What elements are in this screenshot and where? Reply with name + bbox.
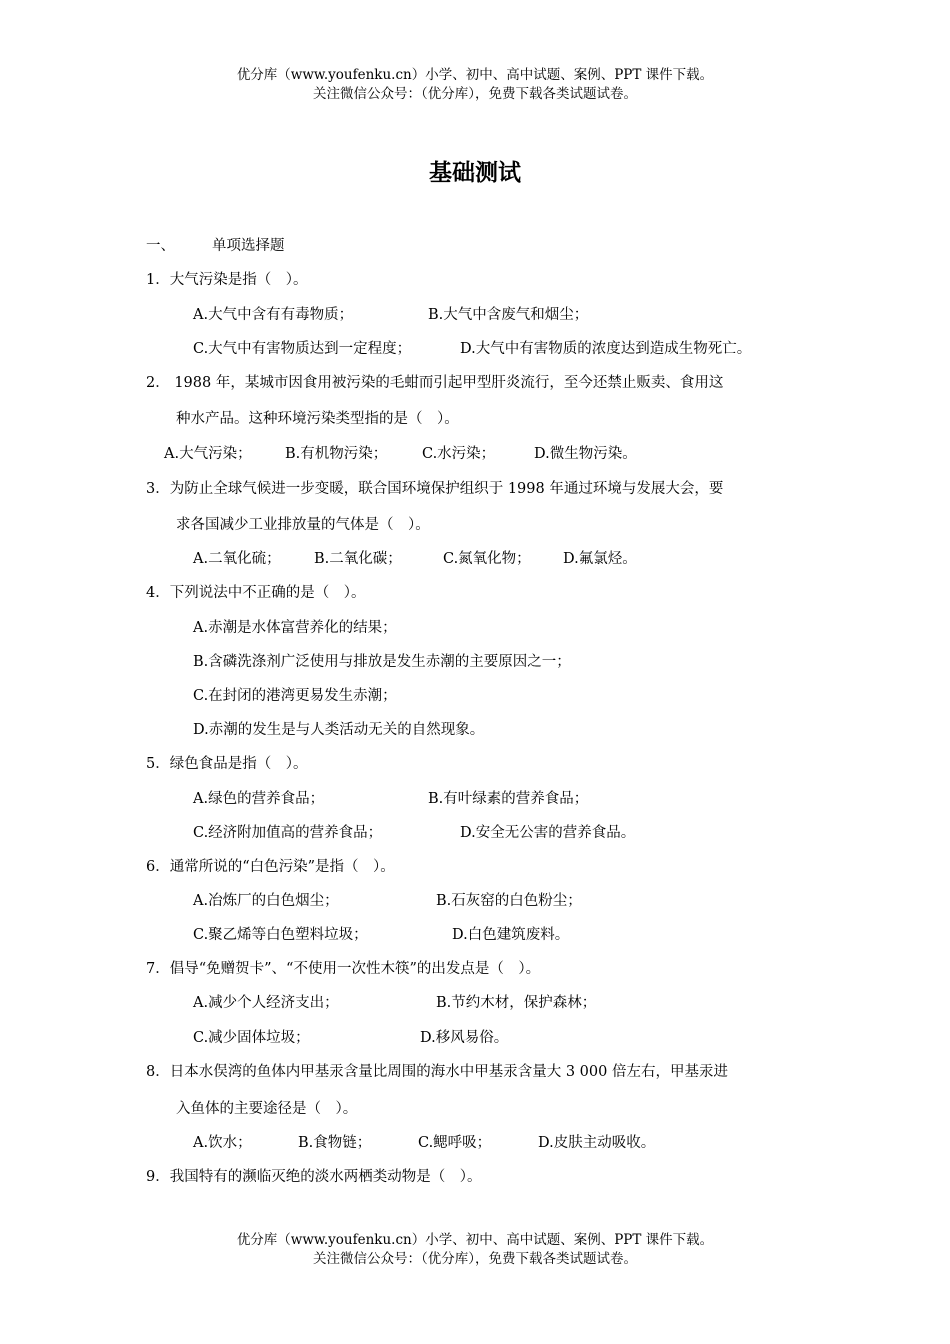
option-d: D.安全无公害的营养食品。 — [460, 825, 636, 841]
option-d: D.氟氯烃。 — [563, 551, 637, 567]
option-b: B.有机物污染； — [285, 446, 388, 462]
option-a: A.冶炼厂的白色烟尘； — [193, 893, 339, 909]
question-4-stem: 4．下列说法中不正确的是（ ）。 — [146, 585, 366, 601]
option-d: D.白色建筑废料。 — [452, 927, 570, 943]
option-d: D.移风易俗。 — [420, 1030, 509, 1046]
option-c: C.减少固体垃圾； — [193, 1030, 310, 1046]
footer-line-1: 优分库（www.youfenku.cn）小学、初中、高中试题、案例、PPT 课件下载。 — [236, 1232, 714, 1248]
header-line-1: 优分库（www.youfenku.cn）小学、初中、高中试题、案例、PPT 课件下载。 — [236, 67, 714, 83]
section-number: 一、 — [146, 238, 175, 254]
section-label: 单项选择题 — [212, 238, 285, 254]
option-b: B.有叶绿素的营养食品； — [428, 791, 589, 807]
option-b: B.节约木材，保护森林； — [436, 995, 597, 1011]
question-7-stem: 7．倡导“免赠贺卡”、“不使用一次性木筷”的出发点是（ ）。 — [146, 961, 541, 977]
footer-line-2: 关注微信公众号：（优分库），免费下载各类试题试卷。 — [313, 1251, 637, 1267]
option-c: C.大气中有害物质达到一定程度； — [193, 341, 412, 357]
option-b: B.食物链； — [298, 1135, 372, 1151]
option-a: A.饮水； — [193, 1135, 252, 1151]
option-b: B.石灰窑的白色粉尘； — [436, 893, 582, 909]
option-d: D.微生物污染。 — [534, 446, 637, 462]
option-c: C.氮氧化物； — [443, 551, 531, 567]
question-3-stem: 3．为防止全球气候进一步变暖，联合国环境保护组织于 1998 年通过环境与发展大会，要 — [146, 481, 724, 497]
header-line-2: 关注微信公众号：（优分库），免费下载各类试题试卷。 — [313, 86, 637, 102]
question-4-option-b: B.含磷洗涤剂广泛使用与排放是发生赤潮的主要原因之一； — [193, 654, 571, 670]
question-2-stem: 2． 1988 年，某城市因食用被污染的毛蚶而引起甲型肝炎流行，至今还禁止贩卖、食用这 — [146, 375, 724, 391]
option-b: B.二氧化碳； — [314, 551, 402, 567]
option-c: C.水污染； — [422, 446, 496, 462]
question-6-stem: 6．通常所说的“白色污染”是指（ ）。 — [146, 859, 395, 875]
question-4-option-c: C.在封闭的港湾更易发生赤潮； — [193, 688, 397, 704]
question-8-stem-continued: 入鱼体的主要途径是（ ）。 — [176, 1101, 358, 1117]
document-title: 基础测试 — [429, 160, 521, 186]
option-d: D.皮肤主动吸收。 — [538, 1135, 656, 1151]
option-c: C.经济附加值高的营养食品； — [193, 825, 383, 841]
option-a: A.大气污染； — [164, 446, 252, 462]
question-4-option-d: D.赤潮的发生是与人类活动无关的自然现象。 — [193, 722, 485, 738]
question-4-option-a: A.赤潮是水体富营养化的结果； — [193, 620, 397, 636]
question-1-stem: 1．大气污染是指（ ）。 — [146, 272, 308, 288]
option-a: A.绿色的营养食品； — [193, 791, 325, 807]
option-d: D.大气中有害物质的浓度达到造成生物死亡。 — [460, 341, 752, 357]
question-9-stem: 9．我国特有的濒临灭绝的淡水两栖类动物是（ ）。 — [146, 1169, 482, 1185]
question-8-stem: 8．日本水俣湾的鱼体内甲基汞含量比周围的海水中甲基汞含量大 3 000 倍左右，甲基汞进 — [146, 1064, 728, 1080]
section-heading — [146, 236, 285, 256]
option-c: C.鳃呼吸； — [418, 1135, 492, 1151]
question-5-stem: 5．绿色食品是指（ ）。 — [146, 756, 308, 772]
question-3-stem-continued: 求各国减少工业排放量的气体是（ ）。 — [176, 517, 430, 533]
option-b: B.大气中含废气和烟尘； — [428, 307, 589, 323]
option-c: C.聚乙烯等白色塑料垃圾； — [193, 927, 368, 943]
option-a: A.减少个人经济支出； — [193, 995, 339, 1011]
option-a: A.大气中含有有毒物质； — [193, 307, 354, 323]
question-2-stem-continued: 种水产品。这种环境污染类型指的是（ ）。 — [176, 411, 459, 427]
option-a: A.二氧化硫； — [193, 551, 281, 567]
page-header — [0, 66, 950, 104]
page-footer — [0, 1231, 950, 1269]
